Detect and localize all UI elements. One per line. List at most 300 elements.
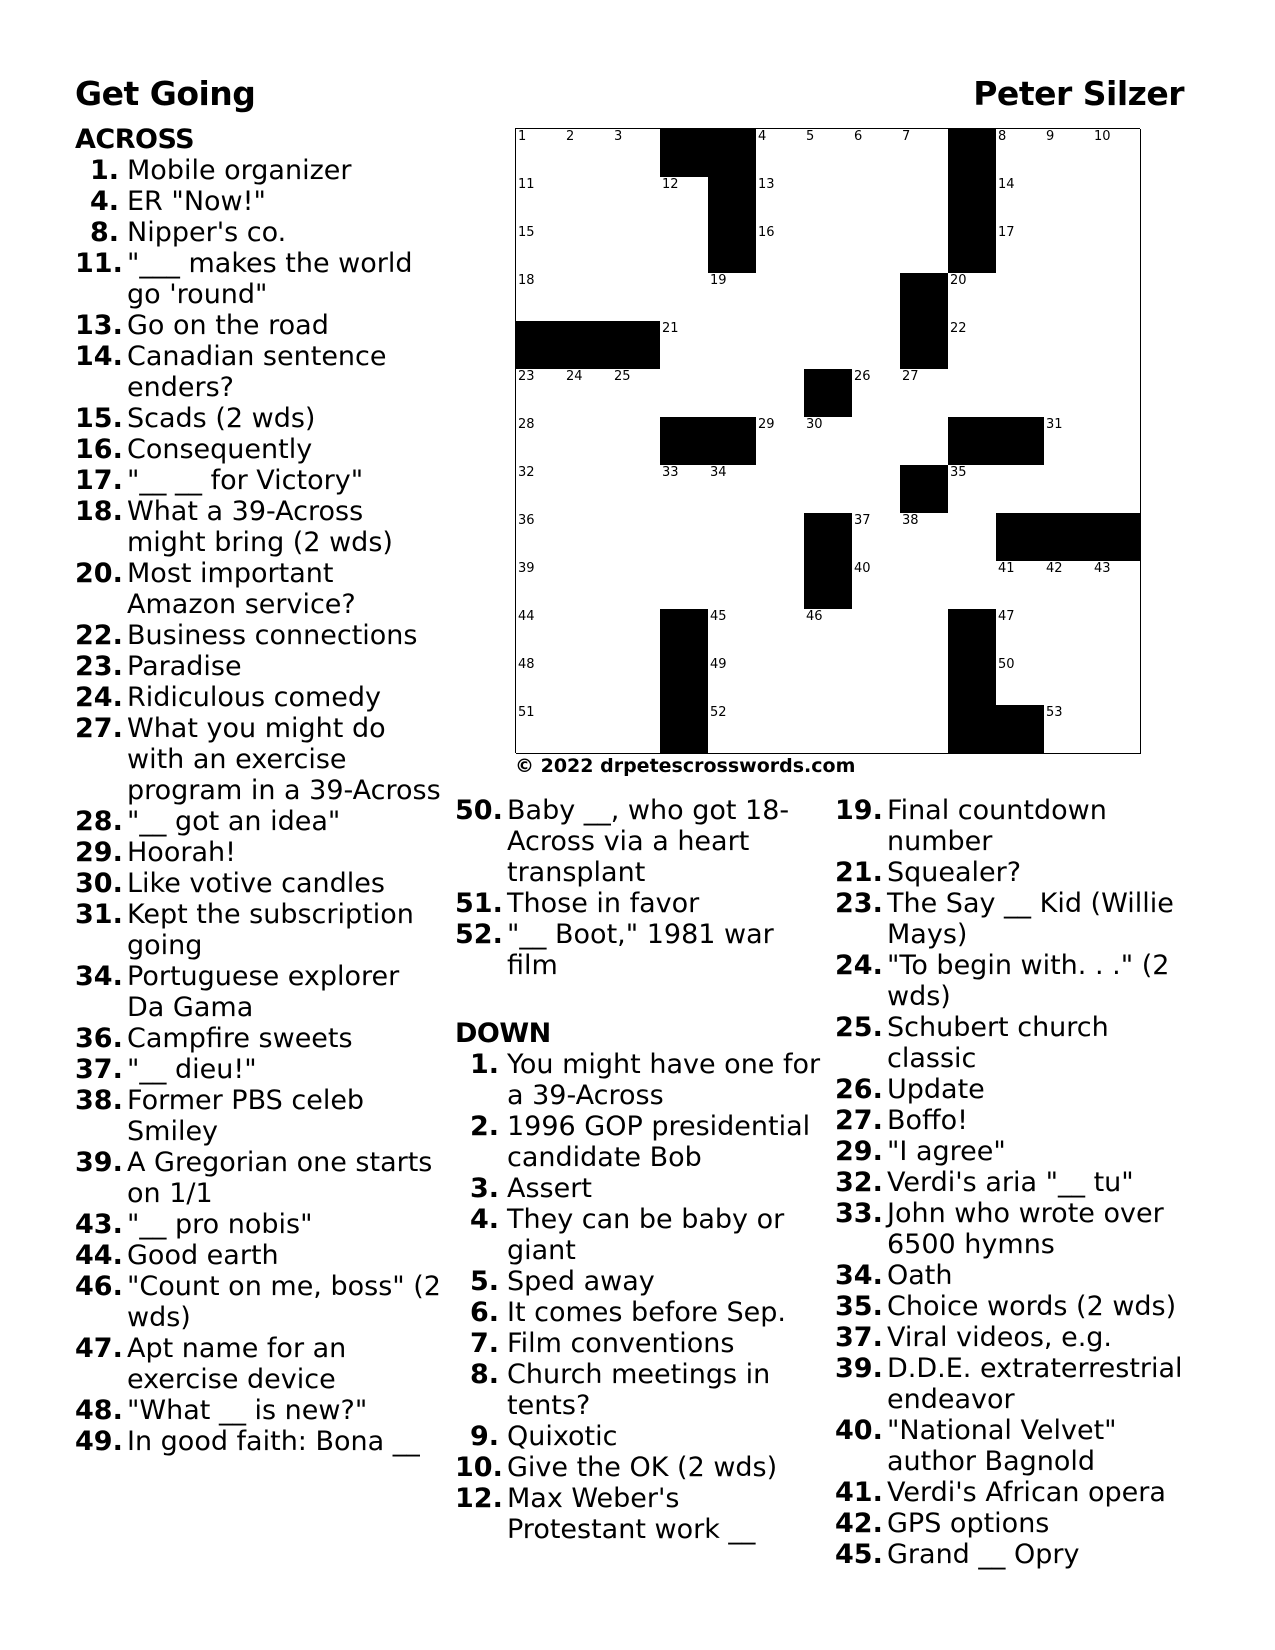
clue-item[interactable] <box>455 1359 825 1421</box>
grid-cell[interactable] <box>660 561 709 610</box>
grid-cell[interactable] <box>852 417 901 466</box>
grid-cell[interactable] <box>1044 225 1093 274</box>
clue-item[interactable] <box>835 888 1200 950</box>
grid-cell[interactable] <box>756 513 805 562</box>
grid-cell[interactable] <box>852 273 901 322</box>
clue-text: "__ dieu!" <box>127 1054 257 1085</box>
black-square <box>1092 513 1141 562</box>
clue-number: 3. <box>469 1173 499 1204</box>
grid-cell[interactable] <box>564 225 613 274</box>
grid-cell[interactable] <box>996 225 1045 274</box>
across-clue-list <box>75 155 445 1457</box>
grid-cell[interactable] <box>612 129 661 178</box>
grid-cell[interactable] <box>1092 657 1141 706</box>
clue-number: 44. <box>75 1240 123 1271</box>
grid-cell[interactable] <box>564 177 613 226</box>
grid-cell[interactable] <box>948 513 997 562</box>
grid-cell[interactable] <box>804 657 853 706</box>
clue-text: In good faith: Bona __ <box>127 1426 420 1457</box>
grid-cell[interactable] <box>516 465 565 514</box>
grid-cell[interactable] <box>996 609 1045 658</box>
grid-cell[interactable] <box>660 513 709 562</box>
clue-item[interactable] <box>835 1353 1200 1415</box>
grid-cell[interactable] <box>564 273 613 322</box>
clue-text: Final countdown number <box>887 795 1107 857</box>
cell-number: 32 <box>518 465 535 480</box>
grid-cell[interactable] <box>612 465 661 514</box>
grid-cell[interactable] <box>1092 369 1141 418</box>
grid-cell[interactable] <box>1092 129 1141 178</box>
grid-cell[interactable] <box>1092 705 1141 754</box>
grid-cell[interactable] <box>948 273 997 322</box>
grid-cell[interactable] <box>612 369 661 418</box>
grid-cell[interactable] <box>516 513 565 562</box>
clue-item[interactable] <box>75 1395 445 1426</box>
grid-cell[interactable] <box>660 465 709 514</box>
grid-cell[interactable] <box>516 129 565 178</box>
grid-cell[interactable] <box>756 129 805 178</box>
cell-number: 35 <box>950 465 967 480</box>
grid-cell[interactable] <box>756 273 805 322</box>
clue-item[interactable] <box>455 1111 825 1173</box>
grid-cell[interactable] <box>1044 657 1093 706</box>
clue-text: Max Weber's Protestant work __ <box>507 1483 756 1545</box>
clue-item[interactable] <box>75 217 445 248</box>
grid-cell[interactable] <box>708 273 757 322</box>
grid-cell[interactable] <box>756 369 805 418</box>
grid-cell[interactable] <box>996 657 1045 706</box>
grid-cell[interactable] <box>804 417 853 466</box>
grid-cell[interactable] <box>1044 465 1093 514</box>
grid-cell[interactable] <box>612 225 661 274</box>
grid-cell[interactable] <box>804 321 853 370</box>
clue-number: 1. <box>89 155 119 186</box>
grid-cell[interactable] <box>756 609 805 658</box>
grid-cell[interactable] <box>564 369 613 418</box>
cell-number: 5 <box>806 129 815 144</box>
clue-number: 4. <box>89 186 119 217</box>
clue-item[interactable] <box>75 682 445 713</box>
clue-item[interactable] <box>455 795 825 888</box>
clue-item[interactable] <box>75 1271 445 1333</box>
grid-cell[interactable] <box>852 561 901 610</box>
clue-text: "Count on me, boss" (2 wds) <box>127 1271 441 1333</box>
clue-text: D.D.E. extraterrestrial endeavor <box>887 1353 1183 1415</box>
clue-item[interactable] <box>75 837 445 868</box>
grid-cell[interactable] <box>708 705 757 754</box>
clue-item[interactable] <box>835 857 1200 888</box>
black-square <box>804 561 853 610</box>
grid-cell[interactable] <box>996 177 1045 226</box>
clue-item[interactable] <box>835 1136 1200 1167</box>
grid-cell[interactable] <box>564 417 613 466</box>
clue-item[interactable] <box>75 1333 445 1395</box>
cell-number: 28 <box>518 417 535 432</box>
clue-text: "__ Boot," 1981 war film <box>507 919 774 981</box>
grid-cell[interactable] <box>996 321 1045 370</box>
cell-number: 2 <box>566 129 575 144</box>
grid-cell[interactable] <box>612 705 661 754</box>
clue-number: 5. <box>469 1266 499 1297</box>
clue-text: Ridiculous comedy <box>127 682 382 713</box>
clue-item[interactable] <box>75 899 445 961</box>
across-heading: ACROSS <box>75 124 195 155</box>
clue-text: "__ __ for Victory" <box>127 465 364 496</box>
clue-text: You might have one for a 39-Across <box>507 1049 821 1111</box>
clue-item[interactable] <box>455 888 825 919</box>
cell-number: 37 <box>854 513 871 528</box>
grid-cell[interactable] <box>612 561 661 610</box>
grid-cell[interactable] <box>516 177 565 226</box>
black-square <box>708 129 757 178</box>
clue-number: 39. <box>835 1353 883 1384</box>
clue-number: 46. <box>75 1271 123 1302</box>
clue-item[interactable] <box>75 1054 445 1085</box>
grid-cell[interactable] <box>900 225 949 274</box>
grid-cell[interactable] <box>900 561 949 610</box>
crossword-grid[interactable] <box>515 128 1140 753</box>
grid-cell[interactable] <box>1044 177 1093 226</box>
grid-cell[interactable] <box>1044 129 1093 178</box>
grid-cell[interactable] <box>756 321 805 370</box>
clue-number: 42. <box>835 1508 883 1539</box>
clue-number: 11. <box>75 248 123 279</box>
author-name: Peter Silzer <box>973 74 1184 113</box>
grid-cell[interactable] <box>804 465 853 514</box>
clue-text: Assert <box>507 1173 592 1204</box>
grid-cell[interactable] <box>1044 705 1093 754</box>
clue-text: John who wrote over 6500 hymns <box>887 1198 1164 1260</box>
clue-item[interactable] <box>75 496 445 558</box>
cell-number: 25 <box>614 369 631 384</box>
grid-cell[interactable] <box>612 609 661 658</box>
grid-cell[interactable] <box>756 465 805 514</box>
clue-number: 16. <box>75 434 123 465</box>
grid-cell[interactable] <box>852 225 901 274</box>
grid-cell[interactable] <box>900 657 949 706</box>
clue-number: 48. <box>75 1395 123 1426</box>
clue-text: Verdi's African opera <box>887 1477 1166 1508</box>
grid-cell[interactable] <box>660 369 709 418</box>
grid-cell[interactable] <box>1092 273 1141 322</box>
grid-cell[interactable] <box>1092 561 1141 610</box>
grid-cell[interactable] <box>564 657 613 706</box>
clue-item[interactable] <box>835 1477 1200 1508</box>
clue-number: 23. <box>75 651 123 682</box>
grid-cell[interactable] <box>804 705 853 754</box>
clue-number: 45. <box>835 1539 883 1570</box>
grid-cell[interactable] <box>708 369 757 418</box>
clue-text: Canadian sentence enders? <box>127 341 387 403</box>
grid-cell[interactable] <box>756 561 805 610</box>
clue-item[interactable] <box>75 1085 445 1147</box>
grid-cell[interactable] <box>564 129 613 178</box>
clue-item[interactable] <box>455 1483 825 1545</box>
grid-cell[interactable] <box>900 705 949 754</box>
clue-number: 47. <box>75 1333 123 1364</box>
grid-cell[interactable] <box>948 561 997 610</box>
clue-number: 31. <box>75 899 123 930</box>
grid-cell[interactable] <box>612 177 661 226</box>
grid-cell[interactable] <box>996 369 1045 418</box>
grid-cell[interactable] <box>852 657 901 706</box>
clue-item[interactable] <box>75 1147 445 1209</box>
cell-number: 21 <box>662 321 679 336</box>
grid-cell[interactable] <box>660 273 709 322</box>
cell-number: 13 <box>758 177 775 192</box>
grid-cell[interactable] <box>948 369 997 418</box>
clue-text: Choice words (2 wds) <box>887 1291 1177 1322</box>
grid-cell[interactable] <box>612 417 661 466</box>
black-square <box>948 177 997 226</box>
grid-cell[interactable] <box>516 273 565 322</box>
clue-text: Quixotic <box>507 1421 618 1452</box>
grid-cell[interactable] <box>996 561 1045 610</box>
clue-item[interactable] <box>75 620 445 651</box>
clue-item[interactable] <box>75 186 445 217</box>
grid-cell[interactable] <box>900 609 949 658</box>
clue-item[interactable] <box>455 919 825 981</box>
cell-number: 26 <box>854 369 871 384</box>
clue-text: "To begin with. . ." (2 wds) <box>887 950 1170 1012</box>
clue-item[interactable] <box>75 1023 445 1054</box>
black-square <box>516 321 565 370</box>
black-square <box>996 705 1045 754</box>
grid-cell[interactable] <box>516 369 565 418</box>
grid-cell[interactable] <box>564 561 613 610</box>
clue-item[interactable] <box>75 434 445 465</box>
clue-item[interactable] <box>835 795 1200 857</box>
clue-number: 7. <box>469 1328 499 1359</box>
clue-number: 2. <box>469 1111 499 1142</box>
grid-cell[interactable] <box>804 225 853 274</box>
clue-item[interactable] <box>75 961 445 1023</box>
grid-cell[interactable] <box>516 609 565 658</box>
grid-cell[interactable] <box>1092 177 1141 226</box>
black-square <box>900 321 949 370</box>
grid-cell[interactable] <box>1092 321 1141 370</box>
clue-item[interactable] <box>75 465 445 496</box>
clue-item[interactable] <box>75 558 445 620</box>
grid-cell[interactable] <box>756 657 805 706</box>
grid-cell[interactable] <box>852 369 901 418</box>
grid-cell[interactable] <box>708 321 757 370</box>
grid-cell[interactable] <box>804 177 853 226</box>
grid-cell[interactable] <box>1044 321 1093 370</box>
clue-item[interactable] <box>75 341 445 403</box>
clue-item[interactable] <box>835 1291 1200 1322</box>
cell-number: 33 <box>662 465 679 480</box>
grid-cell[interactable] <box>1044 561 1093 610</box>
grid-cell[interactable] <box>564 465 613 514</box>
clue-item[interactable] <box>835 1322 1200 1353</box>
grid-cell[interactable] <box>660 225 709 274</box>
grid-cell[interactable] <box>516 561 565 610</box>
grid-cell[interactable] <box>516 705 565 754</box>
clue-item[interactable] <box>835 1105 1200 1136</box>
cell-number: 16 <box>758 225 775 240</box>
clue-item[interactable] <box>455 1204 825 1266</box>
grid-cell[interactable] <box>1092 609 1141 658</box>
grid-cell[interactable] <box>1044 609 1093 658</box>
grid-cell[interactable] <box>1092 465 1141 514</box>
clue-item[interactable] <box>75 1426 445 1457</box>
grid-cell[interactable] <box>708 513 757 562</box>
grid-cell[interactable] <box>564 609 613 658</box>
grid-cell[interactable] <box>996 273 1045 322</box>
clue-item[interactable] <box>75 310 445 341</box>
clue-item[interactable] <box>455 1297 825 1328</box>
grid-cell[interactable] <box>756 177 805 226</box>
clue-item[interactable] <box>835 1074 1200 1105</box>
black-square <box>708 177 757 226</box>
grid-cell[interactable] <box>564 705 613 754</box>
grid-cell[interactable] <box>708 657 757 706</box>
grid-cell[interactable] <box>948 321 997 370</box>
clue-item[interactable] <box>455 1173 825 1204</box>
clue-item[interactable] <box>75 868 445 899</box>
cell-number: 41 <box>998 561 1015 576</box>
clue-item[interactable] <box>75 806 445 837</box>
clue-text: Update <box>887 1074 985 1105</box>
cell-number: 9 <box>1046 129 1055 144</box>
grid-cell[interactable] <box>1044 369 1093 418</box>
clue-item[interactable] <box>75 651 445 682</box>
clue-number: 4. <box>469 1204 499 1235</box>
clue-text: Oath <box>887 1260 953 1291</box>
clue-item[interactable] <box>835 1012 1200 1074</box>
clue-text: Former PBS celeb Smiley <box>127 1085 365 1147</box>
clue-text: Most important Amazon service? <box>127 558 356 620</box>
grid-cell[interactable] <box>900 177 949 226</box>
grid-cell[interactable] <box>660 177 709 226</box>
clue-item[interactable] <box>75 155 445 186</box>
clue-text: "What __ is new?" <box>127 1395 368 1426</box>
grid-cell[interactable] <box>804 273 853 322</box>
clue-item[interactable] <box>835 1167 1200 1198</box>
clue-text: ER "Now!" <box>127 186 266 217</box>
black-square <box>900 273 949 322</box>
cell-number: 27 <box>902 369 919 384</box>
grid-cell[interactable] <box>756 705 805 754</box>
grid-cell[interactable] <box>516 417 565 466</box>
grid-cell[interactable] <box>996 465 1045 514</box>
clue-text: It comes before Sep. <box>507 1297 787 1328</box>
grid-cell[interactable] <box>852 465 901 514</box>
clue-number: 27. <box>75 713 123 744</box>
clue-item[interactable] <box>455 1452 825 1483</box>
grid-cell[interactable] <box>900 129 949 178</box>
clue-text: Kept the subscription going <box>127 899 414 961</box>
clue-item[interactable] <box>75 248 445 310</box>
clue-number: 43. <box>75 1209 123 1240</box>
clue-number: 12. <box>455 1483 503 1514</box>
cell-number: 22 <box>950 321 967 336</box>
grid-cell[interactable] <box>516 225 565 274</box>
grid-cell[interactable] <box>804 129 853 178</box>
grid-cell[interactable] <box>708 609 757 658</box>
grid-cell[interactable] <box>660 321 709 370</box>
clue-number: 22. <box>75 620 123 651</box>
grid-cell[interactable] <box>612 513 661 562</box>
cell-number: 53 <box>1046 705 1063 720</box>
grid-cell[interactable] <box>708 561 757 610</box>
grid-cell[interactable] <box>612 657 661 706</box>
clue-text: Business connections <box>127 620 418 651</box>
clue-text: Good earth <box>127 1240 279 1271</box>
grid-cell[interactable] <box>516 657 565 706</box>
cell-number: 48 <box>518 657 535 672</box>
clue-item[interactable] <box>75 403 445 434</box>
clue-item[interactable] <box>835 950 1200 1012</box>
black-square <box>948 705 997 754</box>
clue-item[interactable] <box>75 1209 445 1240</box>
grid-cell[interactable] <box>852 513 901 562</box>
grid-cell[interactable] <box>852 177 901 226</box>
cell-number: 51 <box>518 705 535 720</box>
black-square <box>708 417 757 466</box>
clue-number: 20. <box>75 558 123 589</box>
clue-item[interactable] <box>835 1260 1200 1291</box>
grid-cell[interactable] <box>948 465 997 514</box>
grid-cell[interactable] <box>1092 417 1141 466</box>
clue-item[interactable] <box>455 1328 825 1359</box>
grid-cell[interactable] <box>1044 417 1093 466</box>
grid-cell[interactable] <box>996 129 1045 178</box>
clue-item[interactable] <box>835 1415 1200 1477</box>
black-square <box>948 225 997 274</box>
clue-item[interactable] <box>835 1508 1200 1539</box>
clue-text: What a 39-Across might bring (2 wds) <box>127 496 393 558</box>
grid-cell[interactable] <box>900 369 949 418</box>
grid-cell[interactable] <box>612 273 661 322</box>
clue-number: 34. <box>835 1260 883 1291</box>
clue-text: Like votive candles <box>127 868 385 899</box>
grid-cell[interactable] <box>852 705 901 754</box>
cell-number: 34 <box>710 465 727 480</box>
cell-number: 50 <box>998 657 1015 672</box>
grid-cell[interactable] <box>564 513 613 562</box>
grid-cell[interactable] <box>708 465 757 514</box>
grid-cell[interactable] <box>1044 273 1093 322</box>
grid-cell[interactable] <box>756 417 805 466</box>
cell-number: 6 <box>854 129 863 144</box>
clue-item[interactable] <box>455 1266 825 1297</box>
clue-item[interactable] <box>835 1539 1200 1570</box>
cell-number: 18 <box>518 273 535 288</box>
black-square <box>996 513 1045 562</box>
clue-item[interactable] <box>75 713 445 806</box>
grid-cell[interactable] <box>852 609 901 658</box>
clue-item[interactable] <box>835 1198 1200 1260</box>
grid-cell[interactable] <box>804 609 853 658</box>
puzzle-title: Get Going <box>75 74 256 113</box>
clue-number: 10. <box>455 1452 503 1483</box>
grid-cell[interactable] <box>900 513 949 562</box>
grid-cell[interactable] <box>900 417 949 466</box>
black-square <box>1044 513 1093 562</box>
clue-item[interactable] <box>455 1049 825 1111</box>
grid-cell[interactable] <box>852 129 901 178</box>
grid-cell[interactable] <box>756 225 805 274</box>
clue-number: 26. <box>835 1074 883 1105</box>
clue-item[interactable] <box>455 1421 825 1452</box>
clue-item[interactable] <box>75 1240 445 1271</box>
grid-cell[interactable] <box>852 321 901 370</box>
cell-number: 44 <box>518 609 535 624</box>
cell-number: 38 <box>902 513 919 528</box>
grid-cell[interactable] <box>1092 225 1141 274</box>
